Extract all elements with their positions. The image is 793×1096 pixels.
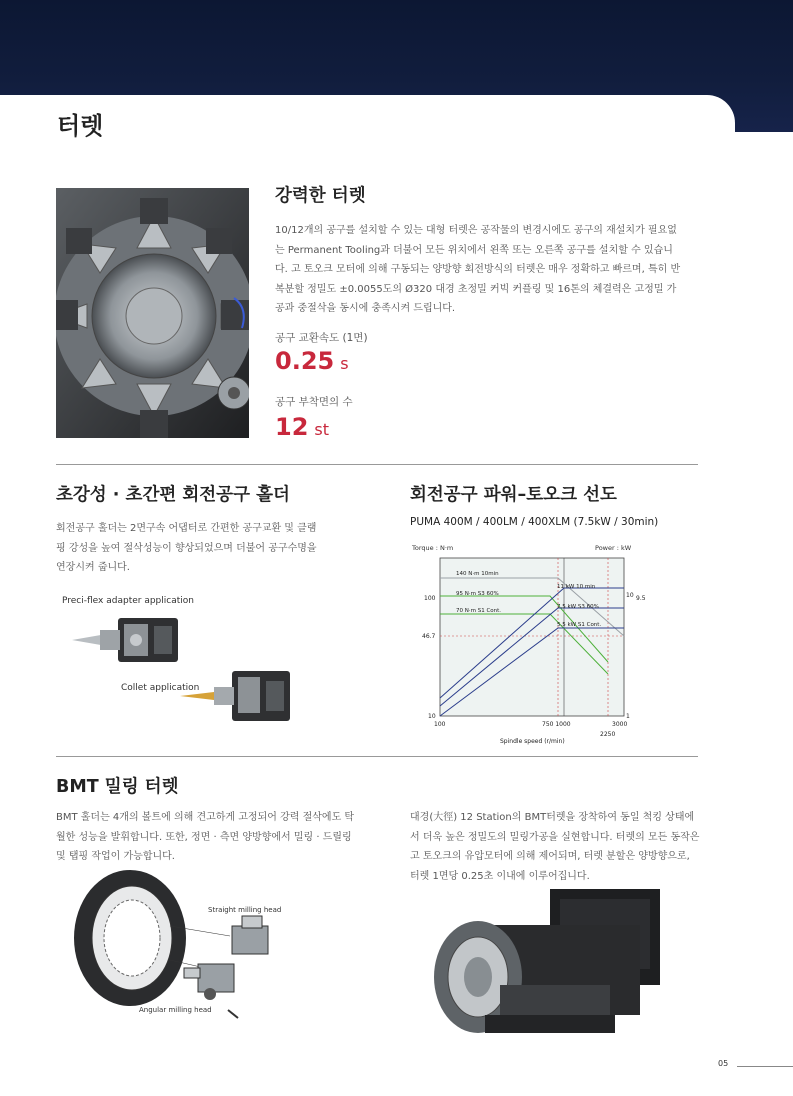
bmt-body-right: 대경(大徑) 12 Station의 BMT터렛을 장착하여 동일 척킹 상태에서 더욱 높은 정밀도의 밀링가공을 실현합니다. 터렛의 모든 동작은 고 토오크의 유압모터에 의해 제어되며, 터렛 분할은 양방향으로, 터렛 1면당 0.25초 이내에 이루어집니다.	[410, 812, 700, 882]
footer-line	[737, 1066, 793, 1067]
collet-caption: Collet application	[121, 683, 200, 693]
label-75kw: 7.5 kW S3 60%	[557, 604, 599, 610]
ytick-10: 10	[428, 713, 436, 720]
divider-top	[56, 464, 698, 465]
holder-body: 회전공구 홀더는 2면구속 어댑터로 간편한 공구교환 및 클램핑 강성을 높여 절삭성능이 향상되었으며 더불어 공구수명을 연장시켜 줍니다.	[56, 523, 317, 573]
label-55kw: 5.5 kW S1 Cont.	[557, 622, 602, 628]
graph-heading: 회전공구 파워–토오크 선도	[410, 485, 617, 505]
xtick-3000: 3000	[612, 721, 628, 728]
page-number: 05	[718, 1059, 729, 1068]
ytick-467: 46.7	[422, 633, 436, 640]
holder-heading: 초강성 · 초간편 회전공구 홀더	[56, 485, 290, 505]
y-right-axis-title: Power : kW	[595, 544, 632, 552]
xtick-2250: 2250	[600, 731, 616, 738]
label-95nm: 95 N·m S3 60%	[456, 591, 499, 597]
label-70nm: 70 N·m S1 Cont.	[456, 608, 502, 614]
label-11kw: 11 kW 10 min	[557, 584, 596, 590]
collet-holder-image	[180, 665, 305, 727]
x-axis-title: Spindle speed (r/min)	[500, 738, 565, 745]
header-tab	[0, 95, 735, 140]
bmt-turret-render	[430, 885, 685, 1045]
xtick-750-1000: 750 1000	[542, 721, 571, 728]
y-left-axis-title: Torque : N·m	[412, 544, 454, 552]
turret-body: 10/12개의 공구를 설치할 수 있는 대형 터렛은 공작물의 변경시에도 공구의 재설치가 필요없는 Permanent Tooling과 더불어 모든 위치에서 왼쪽 또는 오른쪽 공구를 설치할 수 있습니다. 고 토오크 모터에 의해 구동되는 양방향 회전방식의 터렛은 매우 정확하고 빠르며, 특히 반복분할 정밀도 ±0.0055도의 Ø320 대경 초정밀 커빅 커플링 및 16톤의 체결력은 고정밀 가공과 중절삭을 동시에 충족시켜 드립니다.	[275, 225, 681, 314]
preciflex-holder-image	[70, 610, 210, 670]
tool-change-unit: s	[340, 354, 349, 373]
plot-area	[440, 558, 624, 716]
label-140nm: 140 N·m 10min	[456, 571, 499, 577]
rtick-1: 1	[626, 713, 630, 720]
preciflex-caption: Preci-flex adapter application	[62, 596, 194, 606]
bmt-body-left: BMT 홀더는 4개의 볼트에 의해 견고하게 고정되어 강력 절삭에도 탁월한 성능을 발휘합니다. 또한, 정면 · 측면 양방향에서 밀링 · 드릴링 및 탭핑 작업이 가능합니다.	[56, 812, 355, 862]
tool-stations-number: 12	[275, 413, 309, 441]
tool-change-value	[275, 347, 349, 375]
graph-subtitle: PUMA 400M / 400LM / 400XLM (7.5kW / 30min)	[410, 516, 659, 528]
bmt-heading: BMT 밀링 터렛	[56, 777, 179, 797]
rtick-10: 10	[626, 592, 634, 599]
rtick-95: 9.5	[636, 595, 646, 602]
ytick-100: 100	[424, 595, 436, 602]
tool-stations-unit: st	[314, 420, 330, 439]
tool-stations-label: 공구 부착면의 수	[275, 396, 353, 408]
tool-change-label: 공구 교환속도 (1면)	[275, 332, 368, 344]
xtick-100: 100	[434, 721, 446, 728]
angular-milling-caption: Angular milling head	[139, 1006, 212, 1014]
power-torque-chart	[410, 538, 650, 748]
turret-heading: 강력한 터렛	[275, 186, 366, 206]
turret-photo	[56, 188, 249, 438]
straight-milling-caption: Straight milling head	[208, 906, 282, 914]
tool-change-number: 0.25	[275, 347, 335, 375]
page-title: 터렛	[57, 112, 104, 140]
tool-stations-value	[275, 413, 329, 441]
bmt-diagram	[70, 868, 285, 1028]
divider-bottom	[56, 756, 698, 757]
